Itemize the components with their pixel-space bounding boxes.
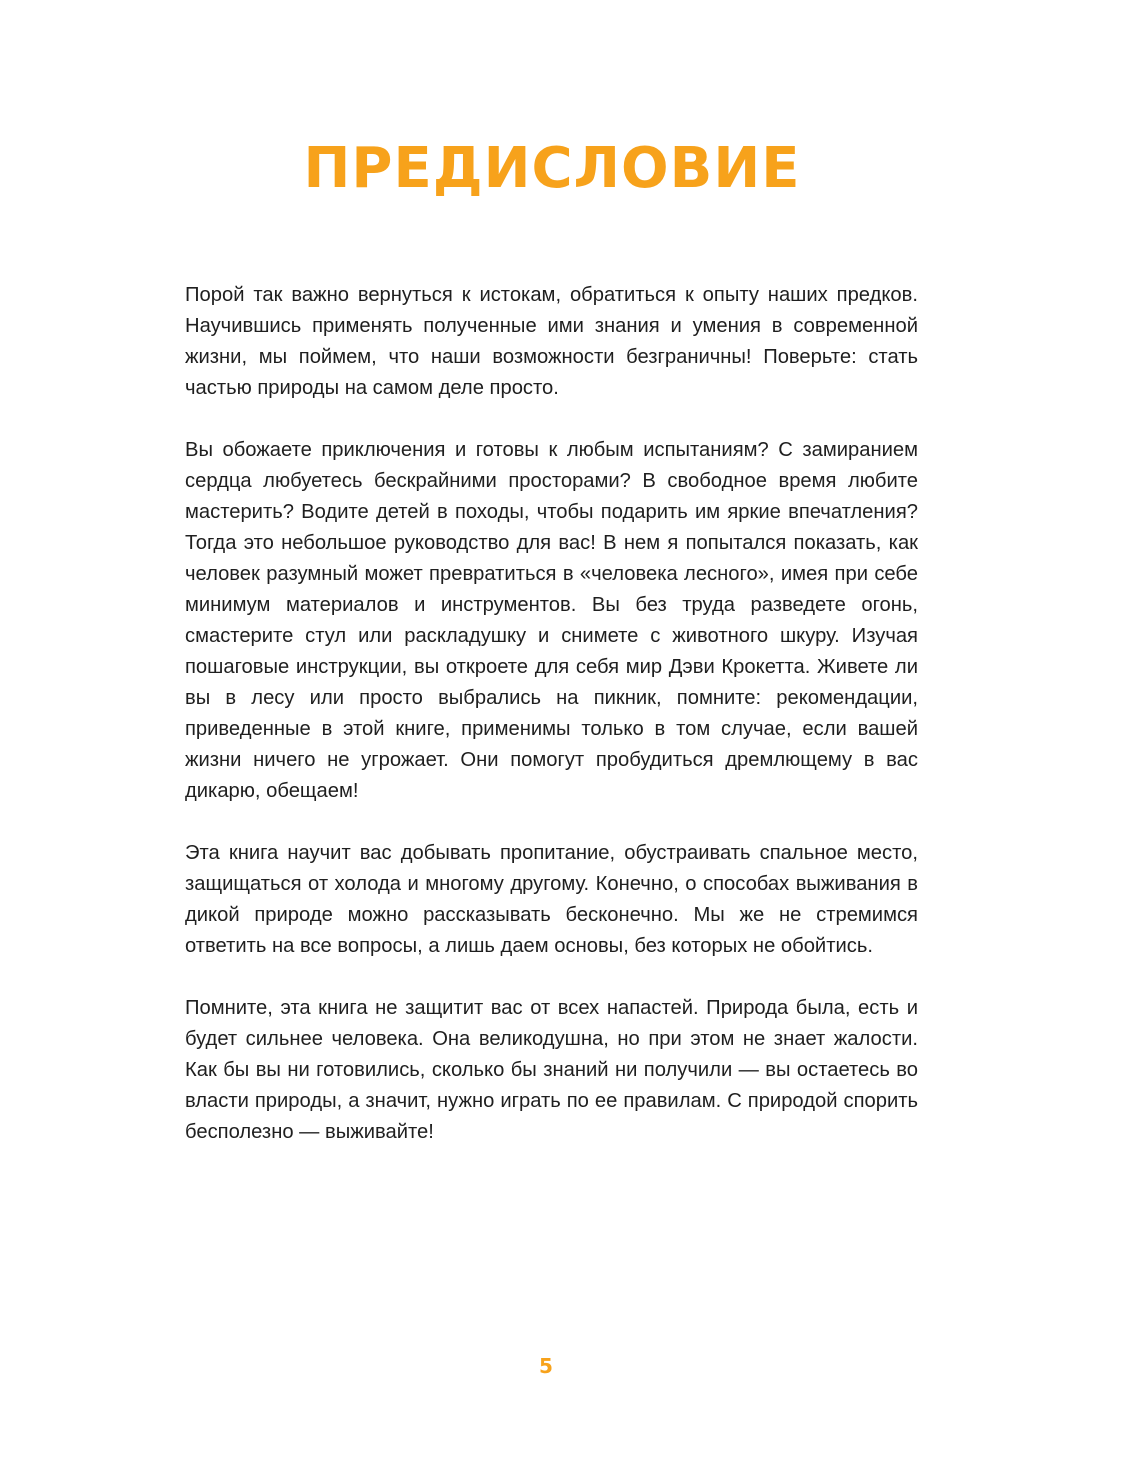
paragraph-3: Эта книга научит вас добывать пропитание, обустраивать спальное место, защищаться от холода и многому другому. Конечно, о способах выживания в дикой природе можно рассказывать бесконечно. Мы же не стремимся ответить на все вопросы, а лишь даем основы, без которых не обойтись.: [185, 842, 918, 957]
body-text: [185, 280, 918, 1179]
page-title: ПРЕДИСЛОВИЕ: [303, 136, 801, 201]
page-number: 5: [539, 1354, 553, 1378]
paragraph-4: Помните, эта книга не защитит вас от всех напастей. Природа была, есть и будет сильнее человека. Она великодушна, но при этом не знает жалости. Как бы вы ни готовились, сколько бы знаний ни получили — вы остаетесь во власти природы, а значит, нужно играть по ее правилам. С природой спорить бесполезно — выживайте!: [185, 997, 918, 1143]
paragraph-1: Порой так важно вернуться к истокам, обратиться к опыту наших предков. Научившись применять полученные ими знания и умения в современной жизни, мы поймем, что наши возможности безграничны! Поверьте: стать частью природы на самом деле просто.: [185, 284, 918, 399]
paragraph-2: Вы обожаете приключения и готовы к любым испытаниям? С замиранием сердца любуетесь бескрайними просторами? В свободное время любите мастерить? Водите детей в походы, чтобы подарить им яркие впечатления? Тогда это небольшое руководство для вас! В нем я попытался показать, как человек разумный может превратиться в «человека лесного», имея при себе минимум материалов и инструментов. Вы без труда разведете огонь, смастерите стул или раскладушку и снимете с животного шкуру. Изучая пошаговые инструкции, вы откроете для себя мир Дэви Крокетта. Живете ли вы в лесу или просто выбрались на пикник, помните: рекомендации, приведенные в этой книге, применимы только в том случае, если вашей жизни ничего не угрожает. Они помогут пробудиться дремлющему в вас дикарю, обещаем!: [185, 439, 918, 802]
